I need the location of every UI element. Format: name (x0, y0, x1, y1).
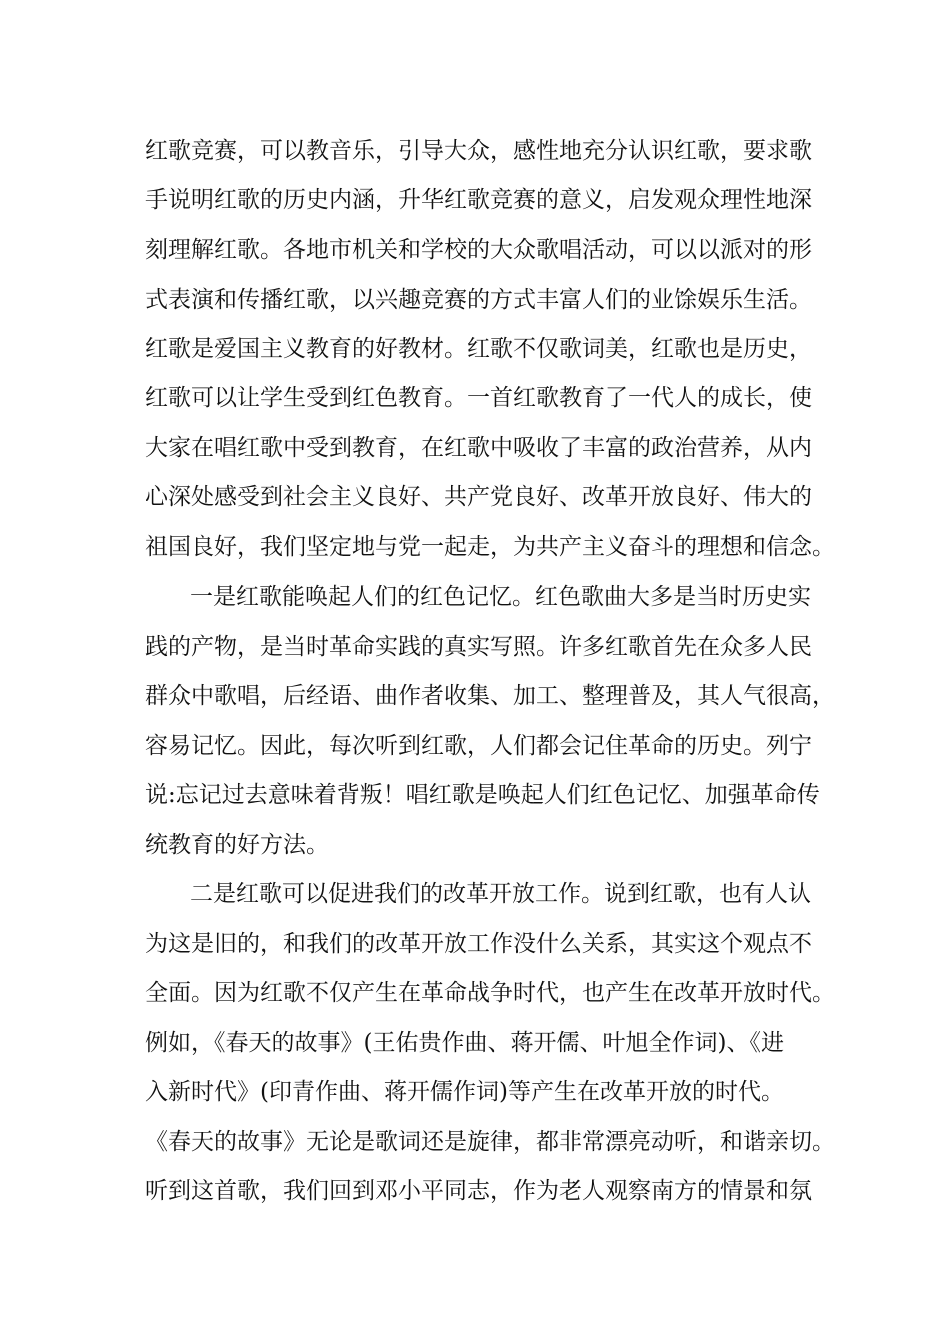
text-line: 例如，《春天的故事》(王佑贵作曲、蒋开儒、叶旭全作词)、《进 (145, 1030, 784, 1056)
text-line: 红歌是爱国主义教育的好教材。红歌不仅歌词美，红歌也是历史， (145, 336, 812, 362)
text-line: 式表演和传播红歌，以兴趣竞赛的方式丰富人们的业馀娱乐生活。 (145, 287, 812, 313)
paragraph-first-line: 一是红歌能唤起人们的红色记忆。红色歌曲大多是当时历史实 (190, 584, 811, 610)
text-line: 全面。因为红歌不仅产生在革命战争时代，也产生在改革开放时代。 (145, 980, 835, 1006)
text-line: 容易记忆。因此，每次听到红歌，人们都会记住革命的历史。列宁 (145, 733, 812, 759)
text-line: 听到这首歌，我们回到邓小平同志，作为老人观察南方的情景和氛 (145, 1178, 812, 1204)
text-line: 为这是旧的，和我们的改革开放工作没什么关系，其实这个观点不 (145, 931, 812, 957)
text-line: 入新时代》(印青作曲、蒋开儒作词)等产生在改革开放的时代。 (145, 1079, 784, 1105)
text-line: 《春天的故事》无论是歌词还是旋律，都非常漂亮动听，和谐亲切。 (145, 1129, 835, 1155)
text-line: 统教育的好方法。 (145, 832, 329, 858)
text-line: 祖国良好，我们坚定地与党一起走，为共产主义奋斗的理想和信念。 (145, 534, 835, 560)
text-line: 说:忘记过去意味着背叛！唱红歌是唤起人们红色记忆、加强革命传 (145, 782, 820, 808)
text-line: 手说明红歌的历史内涵，升华红歌竞赛的意义，启发观众理性地深 (145, 187, 812, 213)
paragraph-first-line: 二是红歌可以促进我们的改革开放工作。说到红歌，也有人认 (190, 881, 811, 907)
text-line: 践的产物，是当时革命实践的真实写照。许多红歌首先在众多人民 (145, 634, 812, 660)
text-line: 刻理解红歌。各地市机关和学校的大众歌唱活动，可以以派对的形 (145, 237, 812, 263)
text-line: 红歌可以让学生受到红色教育。一首红歌教育了一代人的成长，使 (145, 385, 812, 411)
text-line: 群众中歌唱，后经语、曲作者收集、加工、整理普及，其人气很高， (145, 683, 835, 709)
text-line: 心深处感受到社会主义良好、共产党良好、改革开放良好、伟大的 (145, 484, 812, 510)
text-line: 大家在唱红歌中受到教育，在红歌中吸收了丰富的政治营养，从内 (145, 435, 812, 461)
text-line: 红歌竞赛，可以教音乐，引导大众，感性地充分认识红歌，要求歌 (145, 138, 812, 164)
